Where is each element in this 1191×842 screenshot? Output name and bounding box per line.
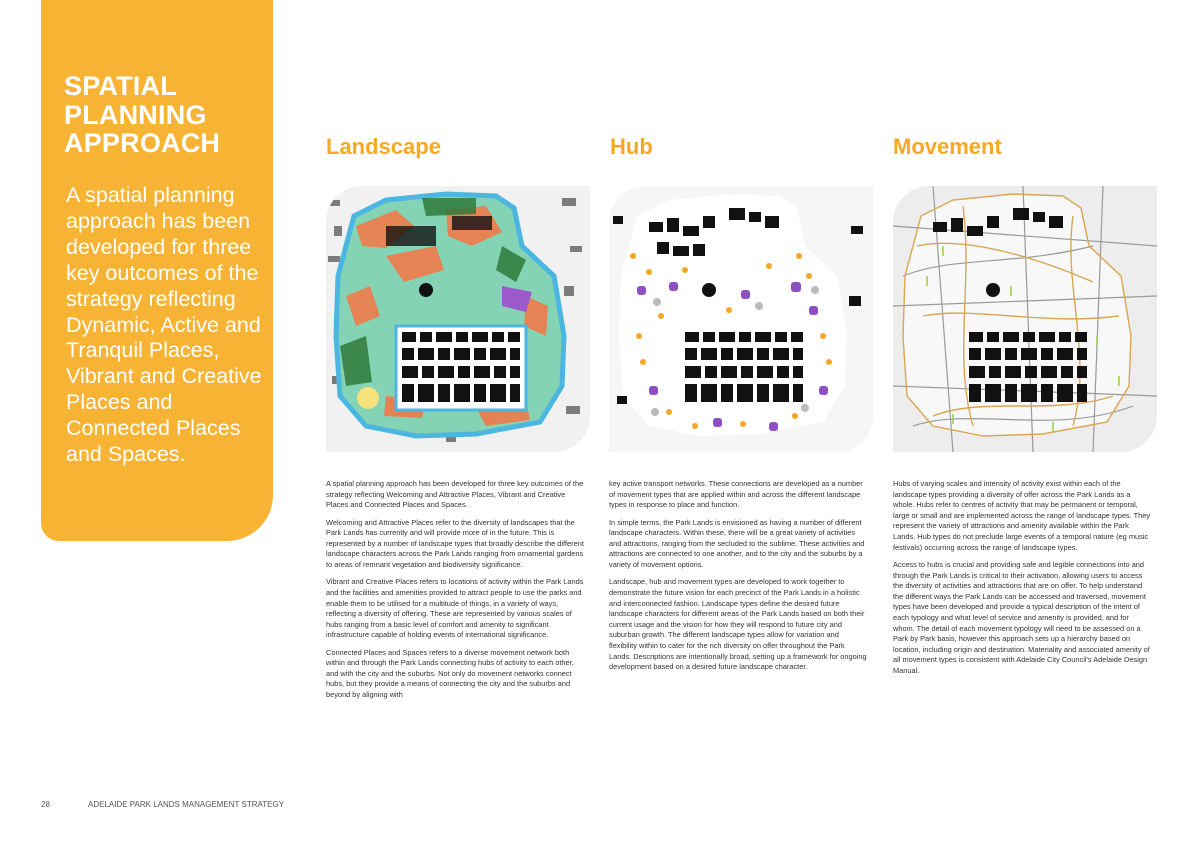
landscape-paragraph: Connected Places and Spaces refers to a diverse movement network both within and through the Park Lands connecting hubs of activity to each other, and with the city and the suburbs. Not only do movement networks connect hubs, but they provide a means of connecting the city and the suburbs and beyond by aligning with <box>326 647 574 700</box>
landscape-map <box>326 186 590 452</box>
hub-heading: Hub <box>610 134 653 159</box>
footer-title: ADELAIDE PARK LANDS MANAGEMENT STRATEGY <box>88 800 285 809</box>
hub-text <box>609 479 867 679</box>
landscape-paragraph: Vibrant and Creative Places refers to locations of activity within the Park Lands and the facilities and amenities provided to attract people to use the parks and enable them to be utilised for a multitude of things, in a variety of ways, reflecting a diversity of offering. These are represented by various scales of hubs ranging from a basic level of comfort and amenity to significant infrastructure capable of holding events of international significance. <box>326 577 584 640</box>
movement-text <box>893 479 1151 683</box>
landscape-paragraph: Welcoming and Attractive Places refer to the diversity of landscapes that the Park Lands has currently and will provide more of in the future. This is represented by a number of landscape types that broadly describe the different landscape characters across the Park Lands ranging from ornamental gardens to areas of remnant vegetation and biodiversity significance. <box>326 517 584 569</box>
movement-map-graphic <box>893 186 1157 452</box>
hub-map-graphic <box>609 186 873 452</box>
hub-map <box>609 186 873 452</box>
landscape-map-graphic <box>326 186 590 452</box>
page-number: 28 <box>41 800 50 809</box>
landscape-paragraph: A spatial planning approach has been developed for three key outcomes of the strategy reflecting Welcoming and Attractive Places, Vibrant and Creative Places and Connected Places and Spaces. <box>326 479 584 510</box>
movement-paragraph: Access to hubs is crucial and providing safe and legible connections into and through the Park Lands is critical to their activation, allowing users to access the diversity of activities and attractions that are on offer. To help understand the different ways the Park Lands can be accessed and traversed, movement types have been developed and provide a typical description of the intent of each typology and what level of service and amenity is provided, and for whom. The detail of each movement typology will need to be assessed on a Park by Park basis, however this approach sets up a hierarchy based on location, including origin and destination. Materiality and associated amenity of all movement types is consistent with Adelaide City Council's Adelaide Design Manual. <box>893 559 1150 675</box>
landscape-heading: Landscape <box>326 134 441 159</box>
movement-map <box>893 186 1157 452</box>
movement-heading: Movement <box>893 134 1002 159</box>
hub-paragraph: key active transport networks. These connections are developed as a number of movement types that are applied within and across the different landscape types in response to place and function. <box>609 479 863 510</box>
hub-paragraph: In simple terms, the Park Lands is envisioned as having a number of different landscape characters. Within these, there will be a great variety of activities and attractions, ranging from the secluded to the sublime. These activities and attractions are connected to one another, and to the city and the suburbs by a variety of movement options. <box>609 517 865 569</box>
page-title: SPATIAL PLANNING APPROACH <box>64 71 221 158</box>
intro-statement: A spatial planning approach has been developed for three key outcomes of the strategy reflecting Dynamic, Active and Tranquil Places, Vibrant and Creative Places and Connected Places and Spaces. <box>66 183 262 467</box>
landscape-text <box>326 479 584 707</box>
hub-paragraph: Landscape, hub and movement types are developed to work together to demonstrate the future vision for each precinct of the Park Lands in a holistic and interconnected fashion. Landscape types define the desired future landscape characters for different areas of the Park Lands based on both their current usage and the vision for how they will respond to future city and suburban growth. The different landscape types allow for variation and flexibility within to cater for the rich diversity on offer throughout the Park Lands. Descriptions are intentionally broad, setting up a framework for ongoing development based on a desired future landscape character. <box>609 577 867 672</box>
movement-paragraph: Hubs of varying scales and intensity of activity exist within each of the landscape types providing a diversity of offer across the Park Lands as a whole. Hubs refer to centres of activity that may be permanent or temporal, large or small and are implemented across the range of landscape types. They represent the variety of attractions and amenity available within the Park Lands. Hub types do not preclude large events of a temporal nature (eg music festivals) occurring across the range of landscape types. <box>893 479 1151 552</box>
